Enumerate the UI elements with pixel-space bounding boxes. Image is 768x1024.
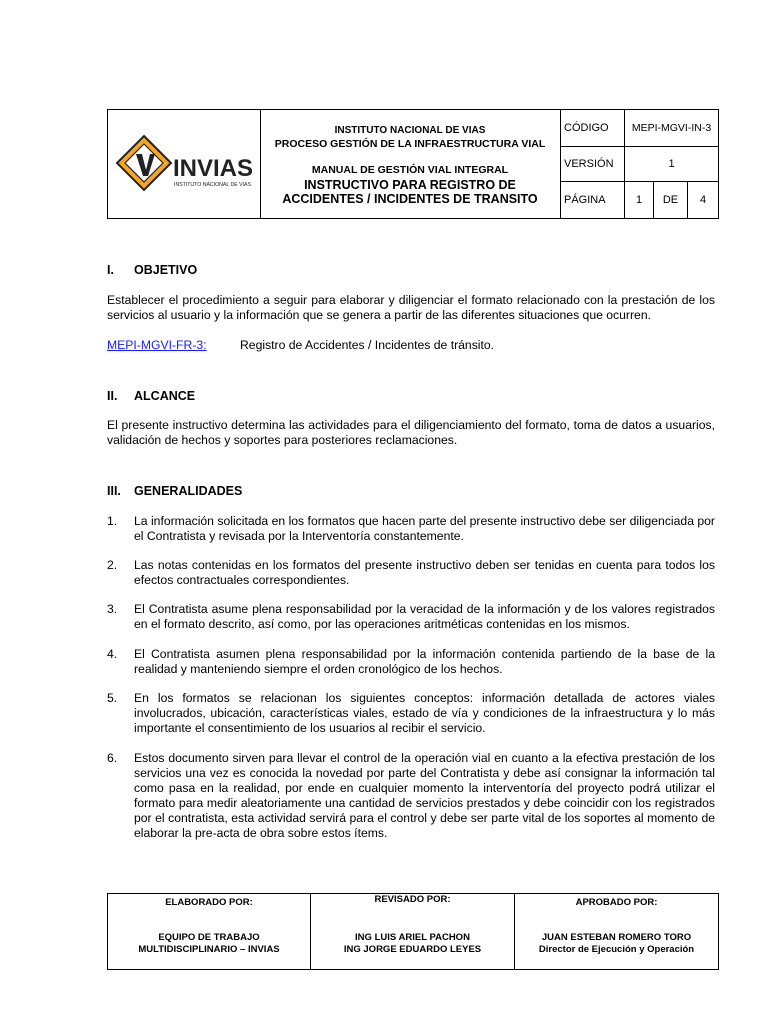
logo-text: INVIAS	[173, 155, 254, 182]
list-item-number: 3.	[107, 602, 118, 616]
codigo-row	[560, 110, 718, 147]
section-title: ALCANCE	[134, 389, 196, 403]
document-title: INSTRUCTIVO PARA REGISTRO DE ACCIDENTES / INCIDENTES DE TRANSITO	[282, 178, 538, 206]
aprobado-name: JUAN ESTEBAN ROMERO TORO	[541, 932, 692, 943]
pagina-value: 1	[624, 182, 653, 218]
codigo-label: CÓDIGO	[564, 122, 609, 134]
section-title: OBJETIVO	[134, 263, 198, 277]
document-header-table	[107, 109, 719, 219]
list-item-number: 5.	[107, 691, 118, 705]
list-item-text: En los formatos se relacionan los siguientes conceptos: información detallada de actores viales involucrados, ubicación, características viales, estado de vía y condiciones de la infraestructura y lo más importante el consentimiento de los usuarios al recibir el servicio.	[134, 691, 715, 735]
revisado-name-1: ING LUIS ARIEL PACHON	[355, 932, 470, 943]
elaborado-value: EQUIPO DE TRABAJO MULTIDISCIPLINARIO – INVIAS	[138, 932, 280, 955]
logo-subtext: INSTITUTO NACIONAL DE VIAS	[174, 182, 251, 188]
form-reference-link[interactable]: MEPI-MGVI-FR-3:	[107, 338, 207, 352]
list-item-number: 2.	[107, 558, 118, 572]
revisado-name-2: ING JORGE EDUARDO LEYES	[343, 944, 482, 955]
alcance-paragraph: El presente instructivo determina las actividades para el diligenciamiento del formato, toma de datos a usuarios, validación de hechos y soportes para posteriores reclamaciones.	[107, 418, 715, 447]
total-pages: 4	[687, 182, 718, 218]
version-value: 1	[624, 147, 718, 181]
section-heading-generalidades	[107, 484, 242, 498]
codigo-value: MEPI-MGVI-IN-3	[624, 110, 718, 146]
manual-name: MANUAL DE GESTIÓN VIAL INTEGRAL	[311, 164, 509, 176]
invias-logo-icon	[108, 110, 260, 218]
section-number: III.	[107, 484, 121, 498]
elaborado-column	[108, 894, 311, 969]
header-titles	[260, 110, 561, 218]
pagina-label: PÁGINA	[564, 194, 606, 206]
process-name: PROCESO GESTIÓN DE LA INFRAESTRUCTURA VIAL	[274, 138, 546, 150]
list-item-text: Estos documento sirven para llevar el control de la operación vial en cuanto a la efectiva prestación de los servicios una vez es conocida la novedad por parte del Contratista y debe así consignar la información tal como pasa en la realidad, por ende en cualquier momento la interventoría del proyecto podrá utilizar el formato para medir aleatoriamente una cantidad de servicios prestados y debe coincidir con los registrados por el contratista, esta actividad servirá para el control y debe ser parte vital de los soportes al momento de elaborar la pre-acta de obra sobre estos ítems.	[134, 751, 715, 840]
aprobado-value	[515, 932, 718, 956]
aprobado-label: APROBADO POR:	[575, 897, 658, 908]
version-row	[560, 147, 718, 182]
form-reference-description: Registro de Accidentes / Incidentes de tránsito.	[240, 338, 495, 352]
institution-name: INSTITUTO NACIONAL DE VIAS	[334, 125, 486, 136]
elaborado-label: ELABORADO POR:	[165, 897, 253, 908]
list-item-text: Las notas contenidas en los formatos del presente instructivo deben ser tenidas en cuenta para todos los efectos contractuales correspondientes.	[134, 558, 715, 587]
version-label: VERSIÓN	[564, 158, 614, 170]
section-number: II.	[107, 389, 118, 403]
list-item-number: 1.	[107, 514, 118, 528]
revisado-value	[311, 932, 514, 956]
section-title: GENERALIDADES	[134, 484, 243, 498]
revisado-column	[311, 894, 515, 969]
list-item-number: 6.	[107, 751, 118, 765]
objetivo-paragraph: Establecer el procedimiento a seguir para elaborar y diligenciar el formato relacionado con la prestación de los servicios al usuario y la información que se genera a partir de las diferentes situaciones que ocurren.	[107, 293, 715, 322]
list-item-text: El Contratista asumen plena responsabilidad por la información contenida partiendo de la base de la realidad y manteniendo siempre el orden cronológico de los hechos.	[134, 647, 715, 676]
aprobado-role: Director de Ejecución y Operación	[538, 944, 695, 955]
approval-table	[107, 893, 719, 970]
revisado-label: REVISADO POR:	[374, 894, 451, 905]
aprobado-column	[515, 894, 718, 969]
section-heading-alcance	[107, 389, 195, 403]
pagina-row	[560, 182, 718, 218]
section-heading-objetivo	[107, 263, 197, 277]
de-label: DE	[653, 182, 687, 218]
invias-logo	[108, 110, 261, 218]
section-number: I.	[107, 263, 114, 277]
list-item-text: La información solicitada en los formatos que hacen parte del presente instructivo debe ser diligenciada por el Contratista y revisada por la Interventoría constantemente.	[134, 514, 715, 543]
list-item-number: 4.	[107, 647, 118, 661]
list-item-text: El Contratista asume plena responsabilidad por la veracidad de la información y de los valores registrados en el formato descrito, así como, por las operaciones aritméticas contenidas en los mismos.	[134, 602, 715, 631]
header-metadata	[560, 110, 718, 218]
